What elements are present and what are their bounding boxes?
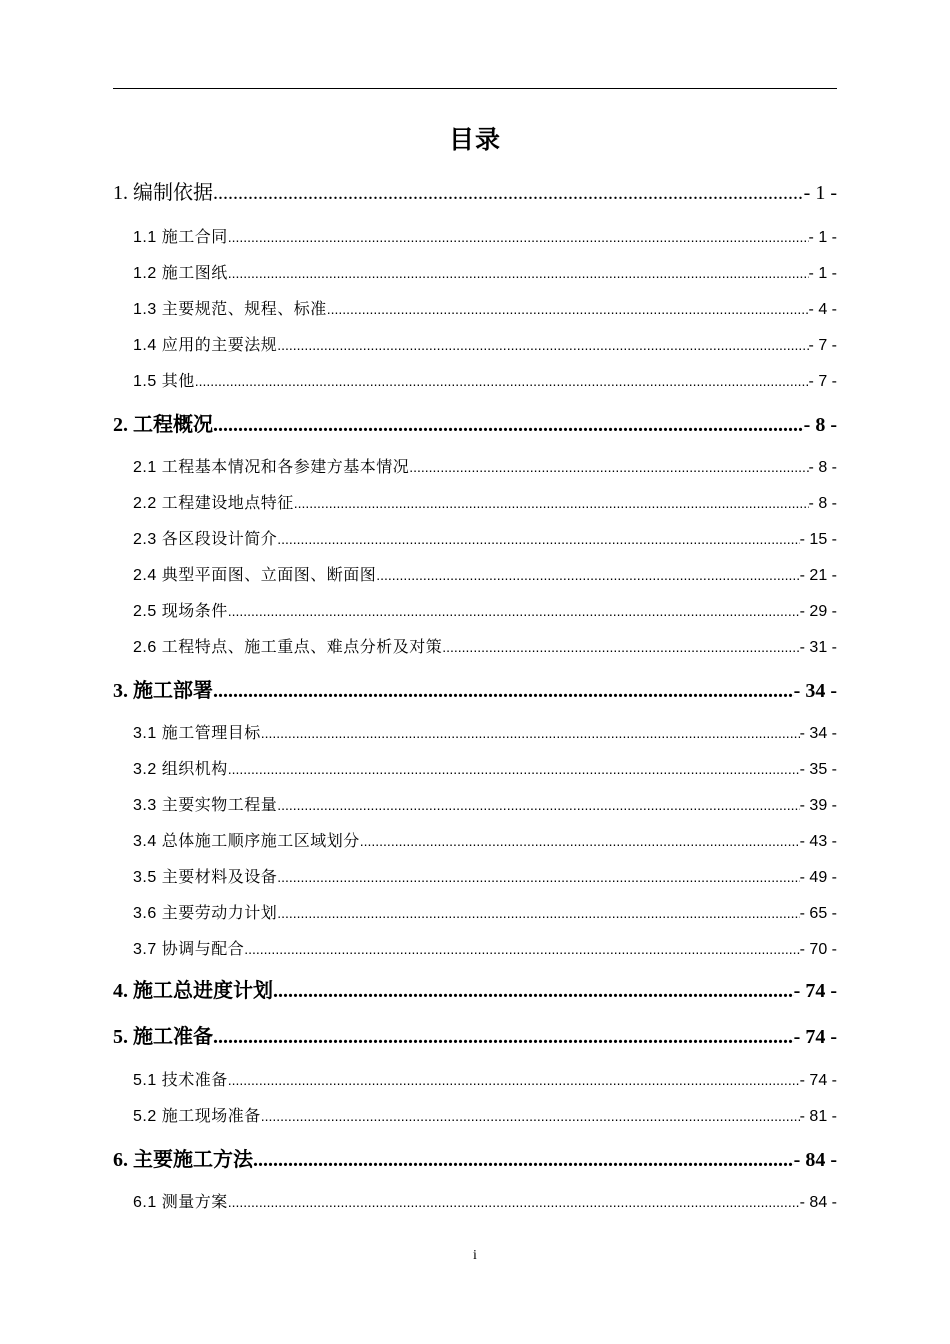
toc-section-entry[interactable] <box>133 598 837 621</box>
toc-leader-dots <box>273 980 794 1003</box>
toc-entry-page: - 1 - <box>808 229 837 246</box>
toc-entry-label: 6.1 测量方案 <box>133 1194 228 1211</box>
toc-leader-dots <box>277 337 808 353</box>
toc-section-entry[interactable] <box>133 562 837 585</box>
toc-entry-page: - 81 - <box>799 1108 837 1125</box>
toc-entry-page: - 8 - <box>808 495 837 512</box>
toc-leader-dots <box>277 869 799 885</box>
toc-chapter-entry[interactable] <box>113 408 837 437</box>
toc-leader-dots <box>228 265 809 281</box>
toc-entry-label: 1.4 应用的主要法规 <box>133 337 278 354</box>
toc-entry-page: - 7 - <box>808 337 837 354</box>
toc-section-entry[interactable] <box>133 828 837 851</box>
toc-leader-dots <box>442 639 799 655</box>
toc-chapter-entry[interactable] <box>113 1020 837 1049</box>
toc-leader-dots <box>261 725 800 741</box>
toc-leader-dots <box>195 373 809 389</box>
toc-leader-dots <box>213 414 804 437</box>
toc-entry-page: - 84 - <box>793 1149 837 1171</box>
toc-leader-dots <box>277 905 799 921</box>
toc-entry-page: - 8 - <box>808 459 837 476</box>
toc-entry-page: - 84 - <box>799 1194 837 1211</box>
toc-entry-label: 2. 工程概况 <box>113 414 213 436</box>
toc-section-entry[interactable] <box>133 224 837 247</box>
toc-entry-label: 1.5 其他 <box>133 373 195 390</box>
toc-leader-dots <box>213 1026 794 1049</box>
toc-entry-page: - 29 - <box>799 603 837 620</box>
toc-leader-dots <box>409 459 808 475</box>
toc-leader-dots <box>213 680 794 703</box>
toc-entry-page: - 49 - <box>799 869 837 886</box>
toc-entry-label: 2.2 工程建设地点特征 <box>133 495 294 512</box>
toc-section-entry[interactable] <box>133 634 837 657</box>
toc-entry-page: - 7 - <box>808 373 837 390</box>
toc-entry-label: 4. 施工总进度计划 <box>113 980 273 1002</box>
toc-leader-dots <box>327 301 809 317</box>
toc-entry-label: 3.3 主要实物工程量 <box>133 797 278 814</box>
toc-entry-page: - 74 - <box>799 1072 837 1089</box>
toc-section-entry[interactable] <box>133 936 837 959</box>
toc-entry-page: - 15 - <box>799 531 837 548</box>
toc-section-entry[interactable] <box>133 332 837 355</box>
toc-entry-label: 2.3 各区段设计简介 <box>133 531 278 548</box>
toc-entry-page: - 8 - <box>803 414 837 436</box>
toc-leader-dots <box>277 531 799 547</box>
toc-chapter-entry[interactable] <box>113 674 837 703</box>
toc-entry-label: 1.1 施工合同 <box>133 229 228 246</box>
toc-entry-page: - 1 - <box>803 182 837 204</box>
toc-section-entry[interactable] <box>133 1189 837 1212</box>
toc-entry-page: - 21 - <box>799 567 837 584</box>
toc-entry-page: - 34 - <box>793 680 837 702</box>
toc-entry-label: 5. 施工准备 <box>113 1026 213 1048</box>
toc-entry-label: 1. 编制依据 <box>113 182 213 204</box>
page-number: i <box>473 1248 477 1263</box>
toc-leader-dots <box>228 1072 800 1088</box>
toc-leader-dots <box>213 182 804 205</box>
toc-leader-dots <box>228 761 800 777</box>
toc-chapter-entry[interactable] <box>113 176 837 205</box>
toc-entry-label: 1.3 主要规范、规程、标准 <box>133 301 327 318</box>
toc-entry-page: - 34 - <box>799 725 837 742</box>
toc-entry-page: - 39 - <box>799 797 837 814</box>
toc-leader-dots <box>261 1108 800 1124</box>
toc-entry-label: 2.4 典型平面图、立面图、断面图 <box>133 567 377 584</box>
toc-leader-dots <box>277 797 799 813</box>
toc-entry-label: 3.7 协调与配合 <box>133 941 245 958</box>
toc-entry-page: - 74 - <box>793 980 837 1002</box>
toc-section-entry[interactable] <box>133 526 837 549</box>
toc-entry-page: - 35 - <box>799 761 837 778</box>
toc-title: 目录 <box>448 127 501 154</box>
toc-entry-label: 3.1 施工管理目标 <box>133 725 261 742</box>
toc-section-entry[interactable] <box>133 490 837 513</box>
toc-section-entry[interactable] <box>133 792 837 815</box>
toc-entry-page: - 31 - <box>799 639 837 656</box>
toc-entry-page: - 43 - <box>799 833 837 850</box>
toc-entry-label: 2.6 工程特点、施工重点、难点分析及对策 <box>133 639 443 656</box>
toc-entry-label: 3.5 主要材料及设备 <box>133 869 278 886</box>
toc-entry-page: - 74 - <box>793 1026 837 1048</box>
toc-entry-page: - 70 - <box>799 941 837 958</box>
toc-entry-label: 3. 施工部署 <box>113 680 213 702</box>
toc-section-entry[interactable] <box>133 900 837 923</box>
toc-section-entry[interactable] <box>133 864 837 887</box>
header-rule <box>113 88 837 89</box>
toc-entry-label: 5.2 施工现场准备 <box>133 1108 261 1125</box>
toc-section-entry[interactable] <box>133 1067 837 1090</box>
toc-entry-label: 6. 主要施工方法 <box>113 1149 253 1171</box>
toc-leader-dots <box>228 603 800 619</box>
toc-entry-label: 5.1 技术准备 <box>133 1072 228 1089</box>
toc-section-entry[interactable] <box>133 454 837 477</box>
toc-entry-page: - 4 - <box>808 301 837 318</box>
toc-leader-dots <box>253 1149 794 1172</box>
toc-entry-page: - 65 - <box>799 905 837 922</box>
toc-leader-dots <box>294 495 809 511</box>
toc-chapter-entry[interactable] <box>113 974 837 1003</box>
toc-section-entry[interactable] <box>133 296 837 319</box>
toc-leader-dots <box>228 229 809 245</box>
toc-entry-label: 3.2 组织机构 <box>133 761 228 778</box>
toc-entry-label: 3.4 总体施工顺序施工区域划分 <box>133 833 360 850</box>
toc-chapter-entry[interactable] <box>113 1143 837 1172</box>
toc-leader-dots <box>376 567 799 583</box>
toc-entry-page: - 1 - <box>808 265 837 282</box>
toc-entry-label: 2.1 工程基本情况和各参建方基本情况 <box>133 459 410 476</box>
toc-leader-dots <box>228 1194 800 1210</box>
toc-section-entry[interactable] <box>133 1103 837 1126</box>
toc-entry-label: 2.5 现场条件 <box>133 603 228 620</box>
toc-section-entry[interactable] <box>133 720 837 743</box>
toc-section-entry[interactable] <box>133 260 837 283</box>
toc-leader-dots <box>360 833 800 849</box>
toc-entry-label: 3.6 主要劳动力计划 <box>133 905 278 922</box>
toc-leader-dots <box>244 941 799 957</box>
toc-section-entry[interactable] <box>133 368 837 391</box>
toc-section-entry[interactable] <box>133 756 837 779</box>
toc-entry-label: 1.2 施工图纸 <box>133 265 228 282</box>
